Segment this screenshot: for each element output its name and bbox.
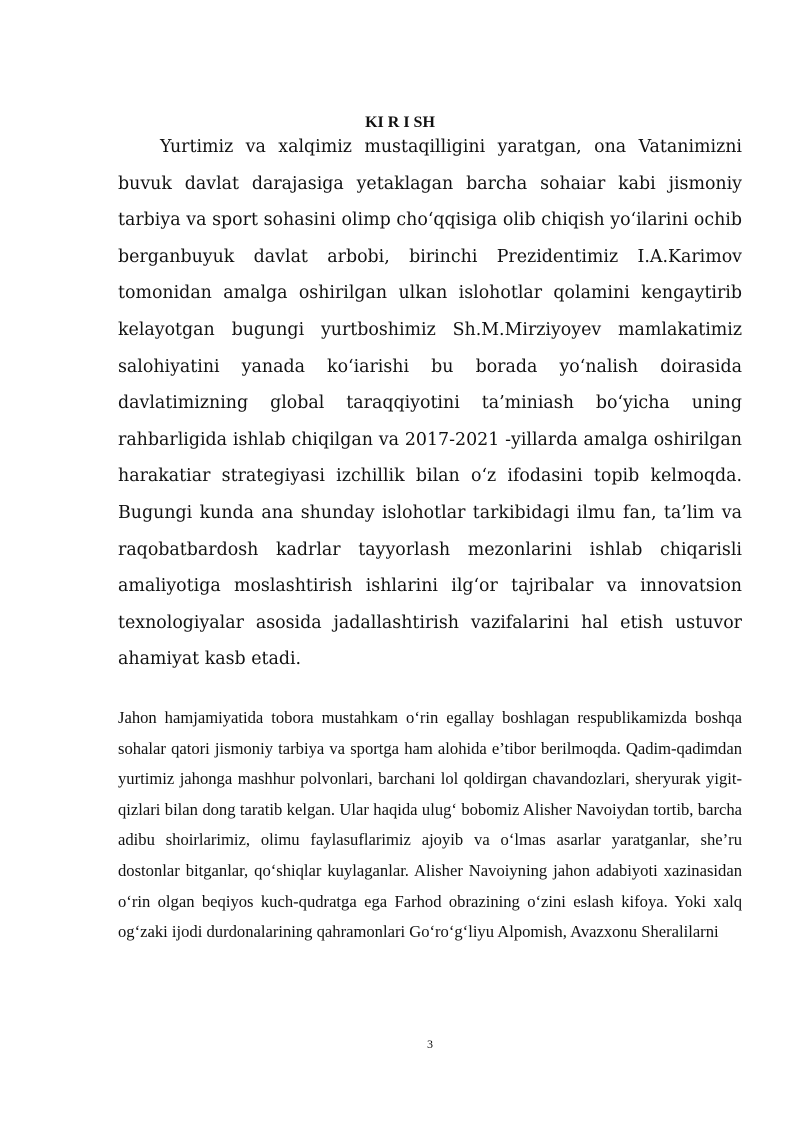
page-number: 3 [427,1037,433,1051]
intro-paragraph: Yurtimiz va xalqimiz mustaqilligini yaratgan, ona Vatanimizni buvuk davlat darajasiga yetaklagan barcha sohaiar kabi jismoniy tarbiya va sport sohasini olimp cho‘qqisiga olib chiqish yo‘ilarini ochib berganbuyuk davlat arbobi, birinchi Prezidentimiz I.A.Karimov tomonidan amalga oshirilgan ulkan islohotlar qolamini kengaytirib kelayotgan bugungi yurtboshimiz Sh.M.Mirziyoyev mamlakatimiz salohiyatini yanada ko‘iarishi bu borada yo‘nalish doirasida davlatimizning global taraqqiyotini ta’miniash bo‘yicha uning rahbarligida ishlab chiqilgan va 2017-2021 -yillarda amalga oshirilgan harakatiar strategiyasi izchillik bilan o‘z ifodasini topib kelmoqda. Bugungi kunda ana shunday islohotlar tarkibidagi ilmu fan, ta’lim va raqobatbardosh kadrlar tayyorlash mezonlarini ishlab chiqarisli amaliyotiga moslashtirish ishlarini ilg‘or tajribalar va innovatsion texnologiyalar asosida jadallashtirish vazifalarini hal etish ustuvor ahamiyat kasb etadi. [118,137,742,670]
body-paragraph: Jahon hamjamiyatida tobora mustahkam o‘rin egallay boshlagan respublikamizda boshqa sohalar qatori jismoniy tarbiya va sportga ham alohida e’tibor berilmoqda. Qadim-qadimdan yurtimiz jahonga mashhur polvonlari, barchani lol qoldirgan chavandozlari, sheryurak yigit-qizlari bilan dong taratib kelgan. Ular haqida ulug‘ bobomiz Alisher Navoiydan tortib, barcha adibu shoirlarimiz, olimu faylasuflarimiz ajoyib va o‘lmas asarlar yaratganlar, she’ru dostonlar bitganlar, qo‘shiqlar kuylaganlar. Alisher Navoiyning jahon adabiyoti xazinasidan o‘rin olgan beqiyos kuch-qudratga ega Farhod obrazining o‘zini eslash kifoya. Yoki xalq og‘zaki ijodi durdonalarining qahramonlari Go‘ro‘g‘liyu Alpomish, Avazxonu Sheralilarni [118,708,742,942]
section-heading: KI R I SH [365,114,435,131]
